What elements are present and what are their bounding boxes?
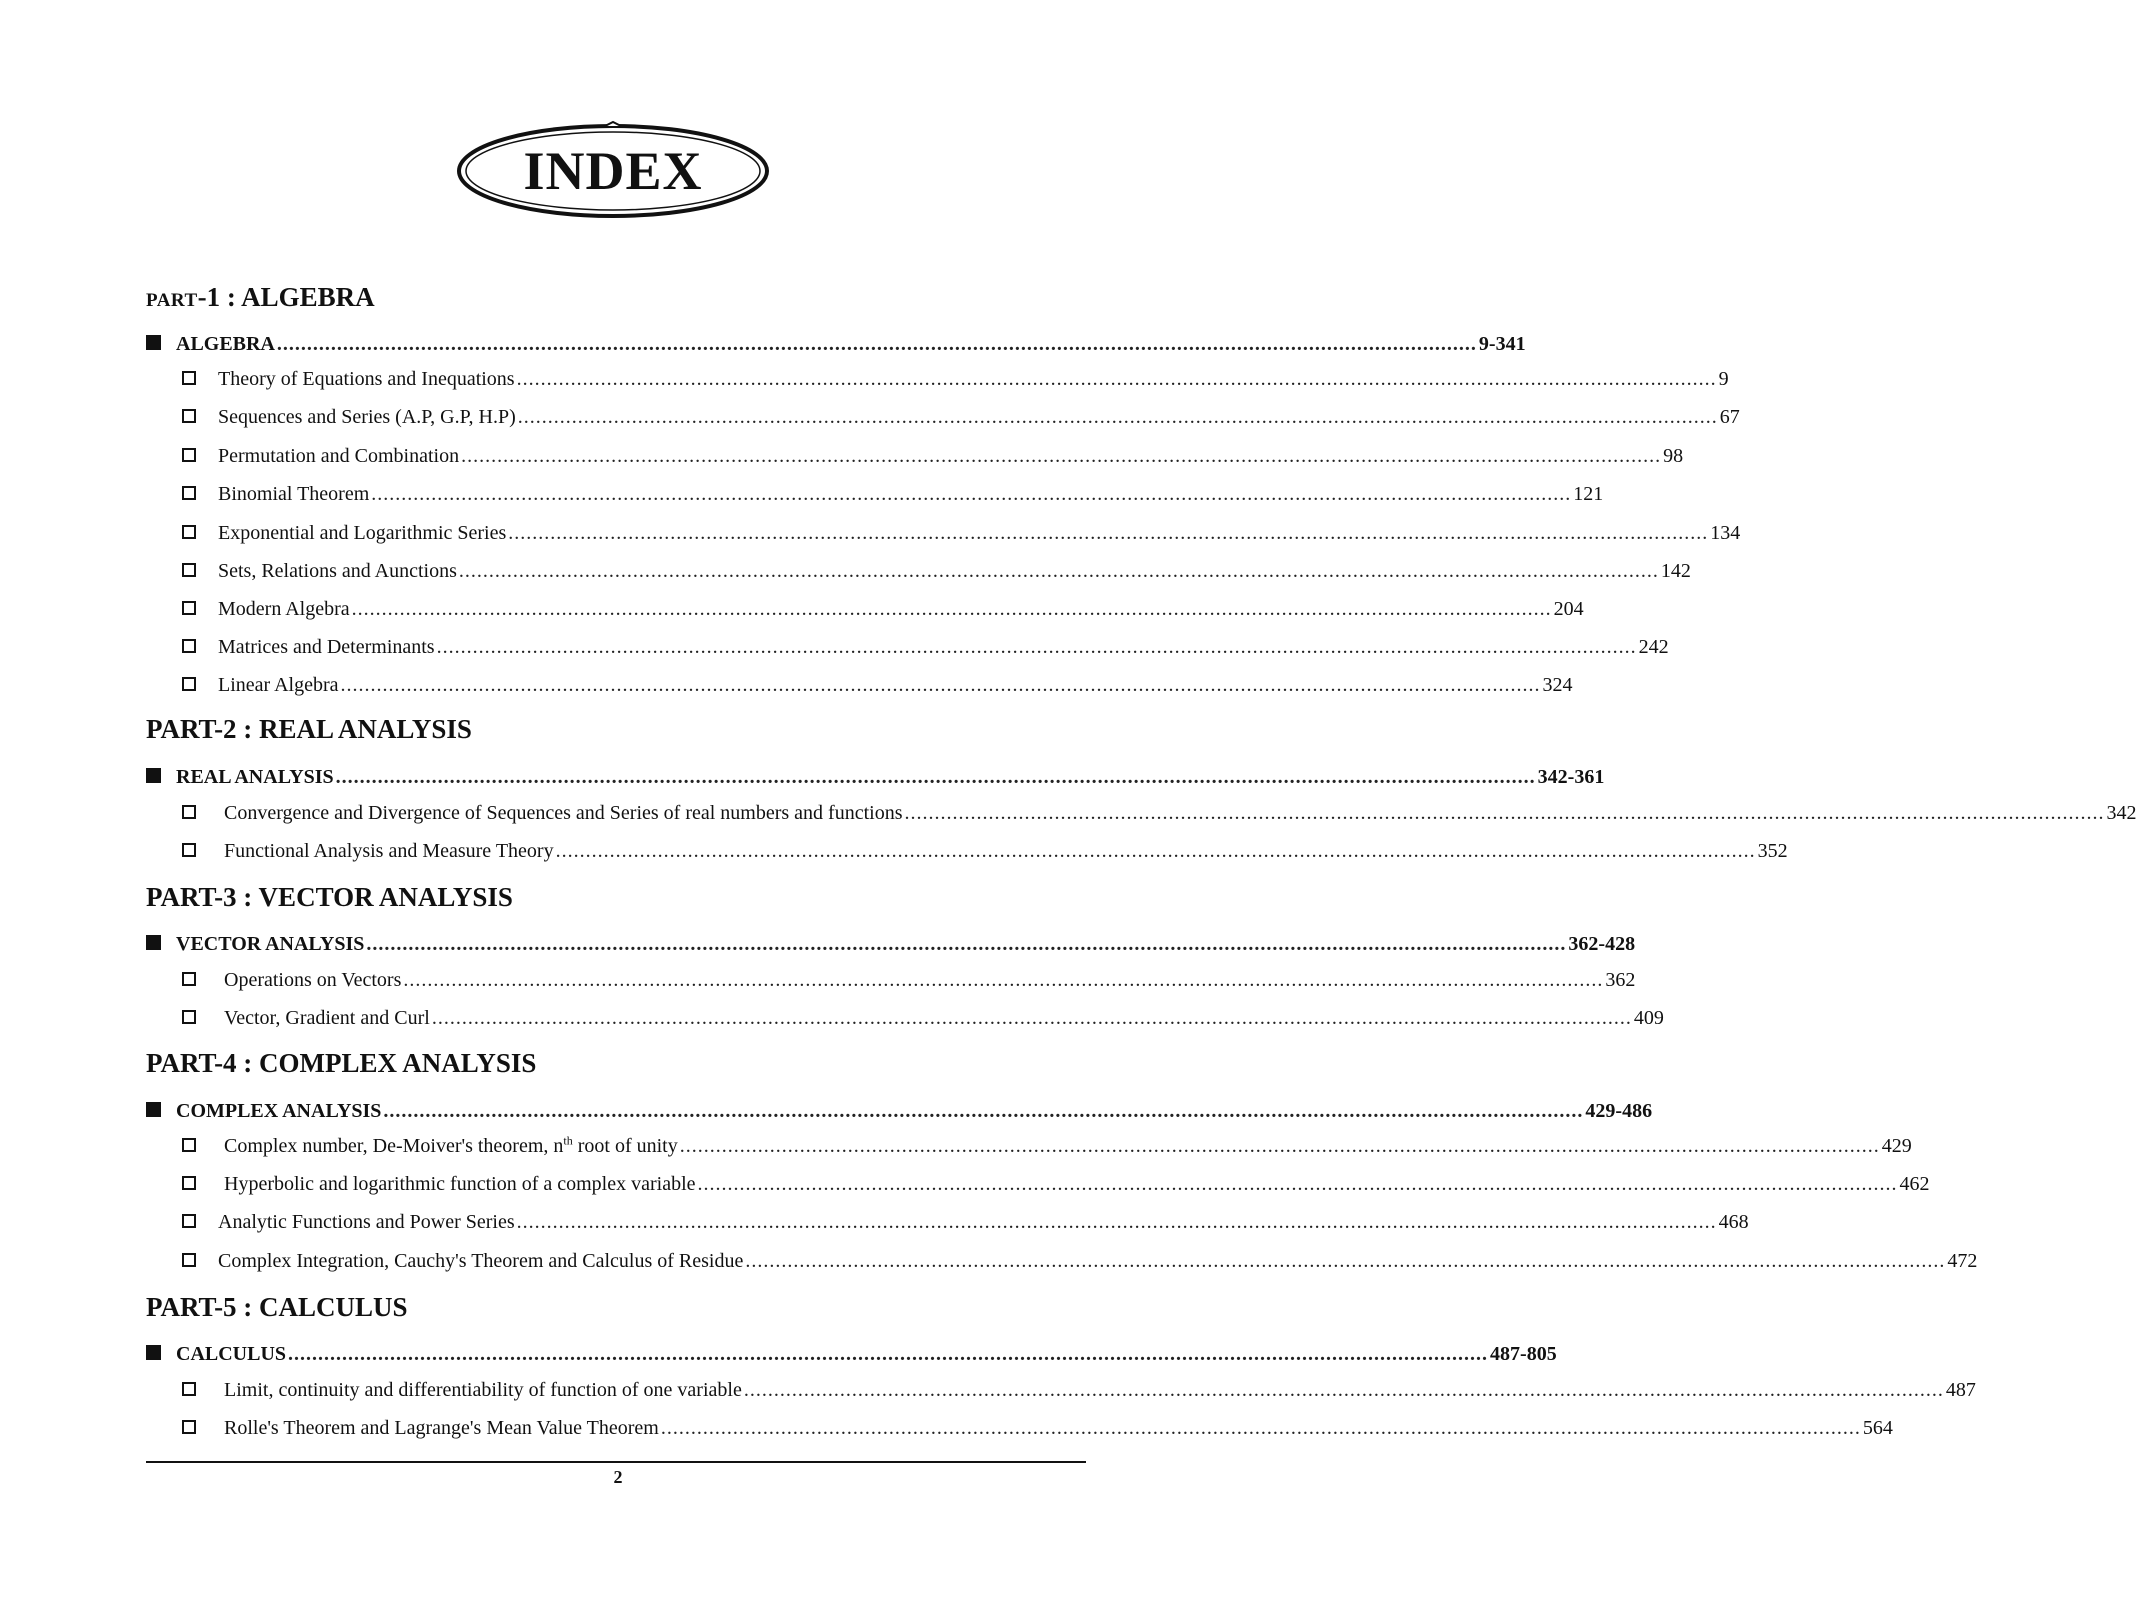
item-label: Permutation and Combination	[218, 445, 460, 467]
section-page-range: 362-428	[1568, 933, 1636, 955]
leader-dots: ........................................................................................................................................................................................................	[517, 406, 1718, 428]
hollow-square-bullet-icon	[182, 409, 196, 423]
leader-dots: ........................................................................................................................................................................................................	[431, 1007, 1632, 1029]
hollow-square-bullet-icon	[182, 1420, 196, 1434]
toc-item[interactable]	[182, 802, 2136, 827]
hollow-square-bullet-icon	[182, 639, 196, 653]
section-label: CALCULUS	[176, 1343, 287, 1365]
part-2-heading: PART-2 : REAL ANALYSIS	[146, 714, 472, 744]
item-page: 9	[1718, 368, 1729, 390]
section-algebra[interactable]	[146, 333, 1526, 358]
section-page-range: 429-486	[1585, 1100, 1653, 1122]
hollow-square-bullet-icon	[182, 563, 196, 577]
toc-item[interactable]	[182, 522, 1741, 547]
item-page: 472	[1947, 1250, 1978, 1272]
item-page: 362	[1605, 969, 1636, 991]
item-label: Vector, Gradient and Curl	[224, 1007, 430, 1029]
section-label: ALGEBRA	[176, 333, 275, 355]
section-label: VECTOR ANALYSIS	[176, 933, 365, 955]
toc-item[interactable]	[182, 598, 1584, 623]
item-label: Binomial Theorem	[218, 483, 370, 505]
part-3-heading: PART-3 : VECTOR ANALYSIS	[146, 882, 513, 912]
item-page: 242	[1638, 636, 1669, 658]
leader-dots: ........................................................................................................................................................................................................	[335, 766, 1536, 788]
filled-square-bullet-icon	[146, 335, 161, 350]
item-label: Limit, continuity and differentiability of function of one variable	[224, 1379, 742, 1401]
superscript: th	[563, 1133, 573, 1148]
leader-dots: ........................................................................................................................................................................................................	[383, 1100, 1584, 1122]
leader-dots: ........................................................................................................................................................................................................	[516, 1211, 1717, 1233]
part-1-heading: PART-1 : ALGEBRA	[146, 282, 375, 312]
item-label: Exponential and Logarithmic Series	[218, 522, 507, 544]
section-calculus[interactable]	[146, 1343, 1557, 1368]
toc-item[interactable]	[182, 445, 1684, 470]
hollow-square-bullet-icon	[182, 677, 196, 691]
item-label: Sequences and Series (A.P, G.P, H.P)	[218, 406, 516, 428]
leader-dots: ........................................................................................................................................................................................................	[351, 598, 1552, 620]
item-label: Rolle's Theorem and Lagrange's Mean Value Theorem	[224, 1417, 659, 1439]
leader-dots: ........................................................................................................................................................................................................	[516, 368, 1717, 390]
toc-item[interactable]	[182, 560, 1691, 585]
item-label: Modern Algebra	[218, 598, 350, 620]
item-page: 468	[1718, 1211, 1749, 1233]
toc-item[interactable]	[182, 1007, 1664, 1032]
toc-item[interactable]	[182, 1417, 1893, 1442]
hollow-square-bullet-icon	[182, 371, 196, 385]
item-page: 204	[1553, 598, 1584, 620]
toc-item[interactable]	[182, 1379, 1976, 1404]
item-label: Complex number, De-Moiver's theorem, $n^{th}$ root of unity	[224, 1133, 678, 1157]
hollow-square-bullet-icon	[182, 1010, 196, 1024]
item-page: 462	[1899, 1173, 1930, 1195]
item-label: Analytic Functions and Power Series	[218, 1211, 515, 1233]
leader-dots: ........................................................................................................................................................................................................	[458, 560, 1659, 582]
leader-dots: ........................................................................................................................................................................................................	[276, 333, 1477, 355]
toc-item[interactable]	[182, 1250, 1978, 1275]
index-title-badge	[455, 122, 771, 220]
item-page: 134	[1710, 522, 1741, 544]
item-page: 564	[1862, 1417, 1893, 1439]
filled-square-bullet-icon	[146, 935, 161, 950]
hollow-square-bullet-icon	[182, 601, 196, 615]
hollow-square-bullet-icon	[182, 1253, 196, 1267]
hollow-square-bullet-icon	[182, 1176, 196, 1190]
item-page: 142	[1660, 560, 1691, 582]
item-label: Functional Analysis and Measure Theory	[224, 840, 554, 862]
toc-item[interactable]	[182, 1211, 1749, 1236]
section-complex-analysis[interactable]	[146, 1100, 1653, 1125]
leader-dots: ........................................................................................................................................................................................................	[660, 1417, 1861, 1439]
filled-square-bullet-icon	[146, 768, 161, 783]
filled-square-bullet-icon	[146, 1102, 161, 1117]
item-label: Theory of Equations and Inequations	[218, 368, 515, 390]
item-label: Sets, Relations and Aunctions	[218, 560, 457, 582]
toc-item[interactable]	[182, 674, 1573, 699]
item-label: Matrices and Determinants	[218, 636, 435, 658]
toc-item[interactable]	[182, 840, 1788, 865]
toc-item[interactable]	[182, 406, 1740, 431]
hollow-square-bullet-icon	[182, 525, 196, 539]
section-label: REAL ANALYSIS	[176, 766, 334, 788]
hollow-square-bullet-icon	[182, 843, 196, 857]
filled-square-bullet-icon	[146, 1345, 161, 1360]
item-page: 342	[2106, 802, 2136, 824]
section-label: COMPLEX ANALYSIS	[176, 1100, 382, 1122]
page-number: 2	[613, 1467, 623, 1487]
leader-dots: ........................................................................................................................................................................................................	[371, 483, 1572, 505]
leader-dots: ........................................................................................................................................................................................................	[697, 1173, 1898, 1195]
section-vector-analysis[interactable]	[146, 933, 1636, 958]
leader-dots: ........................................................................................................................................................................................................	[366, 933, 1567, 955]
footer-rule	[146, 1461, 1086, 1463]
item-page: 409	[1633, 1007, 1664, 1029]
item-label: Linear Algebra	[218, 674, 339, 696]
toc-item[interactable]	[182, 636, 1669, 661]
page-title: INDEX	[523, 141, 703, 201]
hollow-square-bullet-icon	[182, 1138, 196, 1152]
item-label: Complex Integration, Cauchy's Theorem and Calculus of Residue	[218, 1250, 744, 1272]
item-label: Operations on Vectors	[224, 969, 402, 991]
hollow-square-bullet-icon	[182, 448, 196, 462]
item-page: 324	[1542, 674, 1573, 696]
item-page: 121	[1573, 483, 1604, 505]
toc-item[interactable]	[182, 969, 1636, 994]
toc-item[interactable]	[182, 1133, 1912, 1160]
hollow-square-bullet-icon	[182, 805, 196, 819]
leader-dots: ........................................................................................................................................................................................................	[904, 802, 2105, 824]
leader-dots: ........................................................................................................................................................................................................	[436, 636, 1637, 658]
leader-dots: ........................................................................................................................................................................................................	[461, 445, 1662, 467]
section-real-analysis[interactable]	[146, 766, 1605, 791]
leader-dots: ........................................................................................................................................................................................................	[508, 522, 1709, 544]
leader-dots: ........................................................................................................................................................................................................	[745, 1250, 1946, 1272]
hollow-square-bullet-icon	[182, 972, 196, 986]
item-page: 487	[1945, 1379, 1976, 1401]
part-4-heading: PART-4 : COMPLEX ANALYSIS	[146, 1048, 537, 1078]
item-page: 429	[1881, 1135, 1912, 1157]
leader-dots: ........................................................................................................................................................................................................	[743, 1379, 1944, 1401]
hollow-square-bullet-icon	[182, 1382, 196, 1396]
leader-dots: ........................................................................................................................................................................................................	[555, 840, 1756, 862]
section-page-range: 9-341	[1478, 333, 1526, 355]
part-5-heading: PART-5 : CALCULUS	[146, 1292, 408, 1322]
toc-item[interactable]	[182, 368, 1729, 393]
item-label: Hyperbolic and logarithmic function of a complex variable	[224, 1173, 696, 1195]
leader-dots: ........................................................................................................................................................................................................	[340, 674, 1541, 696]
section-page-range: 342-361	[1537, 766, 1605, 788]
item-label: Convergence and Divergence of Sequences and Series of real numbers and functions	[224, 802, 903, 824]
hollow-square-bullet-icon	[182, 1214, 196, 1228]
toc-item[interactable]	[182, 1173, 1930, 1198]
item-page: 352	[1757, 840, 1788, 862]
hollow-square-bullet-icon	[182, 486, 196, 500]
section-page-range: 487-805	[1490, 1343, 1557, 1365]
item-page: 98	[1663, 445, 1684, 467]
leader-dots: ........................................................................................................................................................................................................	[679, 1135, 1880, 1157]
item-page: 67	[1719, 406, 1740, 428]
leader-dots: ........................................................................................................................................................................................................	[403, 969, 1604, 991]
toc-item[interactable]	[182, 483, 1604, 508]
leader-dots: ........................................................................................................................................................................................................	[288, 1343, 1489, 1365]
